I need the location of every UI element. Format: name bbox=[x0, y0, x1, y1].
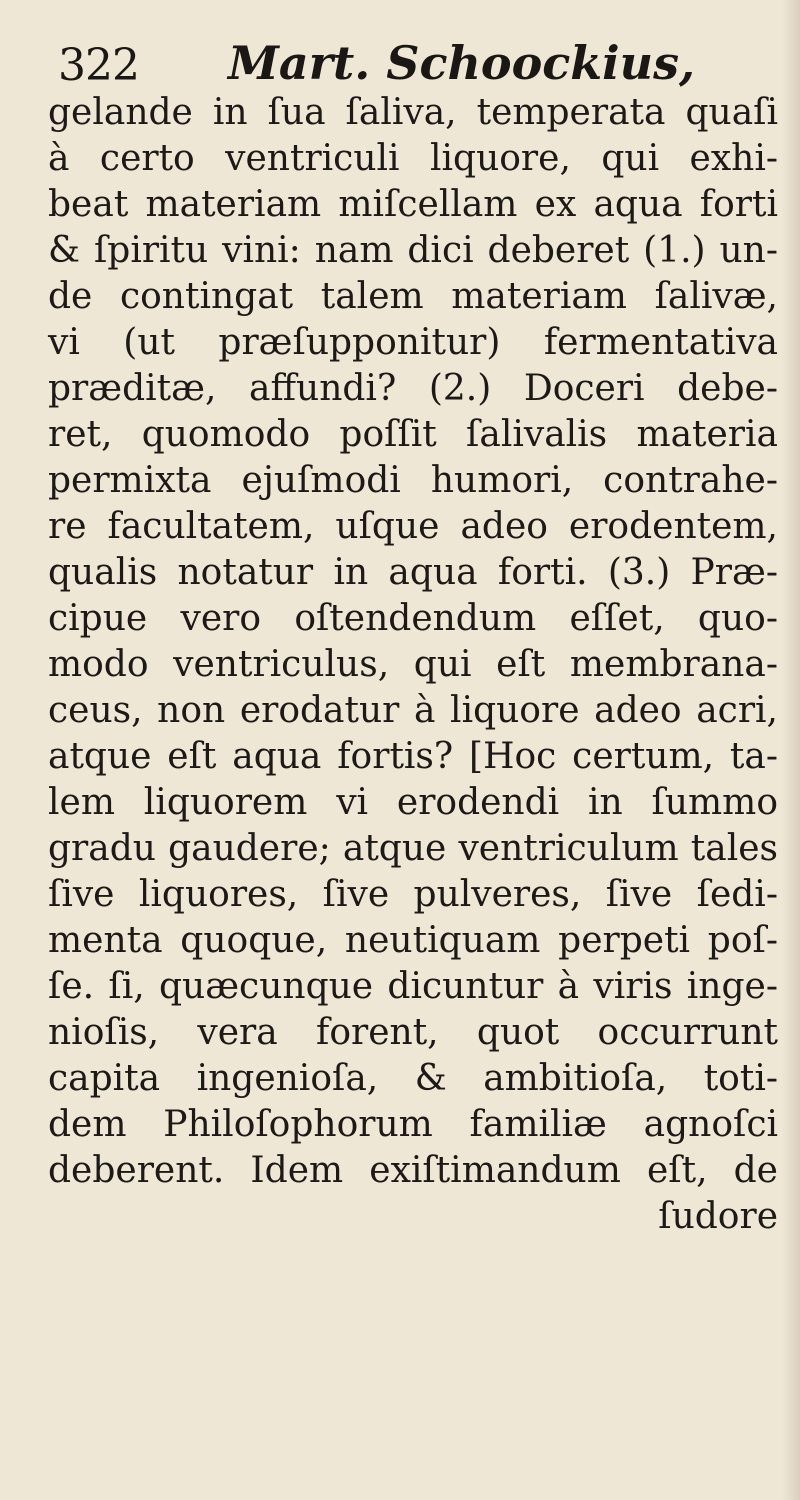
text-line: lem liquorem vi erodendi in ſummo bbox=[48, 782, 778, 823]
text-line: de contingat talem materiam ſalivæ, bbox=[48, 276, 778, 317]
catchword: ſudore bbox=[658, 1196, 778, 1237]
text-line: cipue vero oſtendendum eſſet, quo- bbox=[48, 598, 778, 639]
text-line: menta quoque, neutiquam perpeti poſ- bbox=[48, 920, 778, 961]
text-line: qualis notatur in aqua forti. (3.) Præ- bbox=[48, 552, 778, 593]
text-line: atque eſt aqua fortis? [Hoc certum, ta- bbox=[48, 736, 778, 777]
text-line: beat materiam miſcellam ex aqua forti bbox=[48, 184, 778, 225]
text-line: ſe. ſi, quæcunque dicuntur à viris inge- bbox=[48, 966, 778, 1007]
page-number: 322 bbox=[58, 40, 139, 91]
text-line: deberent. Idem exiſtimandum eſt, de bbox=[48, 1150, 778, 1191]
text-line: capita ingenioſa, & ambitioſa, toti- bbox=[48, 1058, 778, 1099]
text-line: à certo ventriculi liquore, qui exhi- bbox=[48, 138, 778, 179]
text-line: vi (ut præſupponitur) fermentativa bbox=[48, 322, 778, 363]
text-line: re facultatem, uſque adeo erodentem, bbox=[48, 506, 778, 547]
running-head: Mart. Schoockius, bbox=[228, 36, 695, 90]
text-line: permixta ejuſmodi humori, contrahe- bbox=[48, 460, 778, 501]
text-line: præditæ, affundi? (2.) Doceri debe- bbox=[48, 368, 778, 409]
text-line: ceus, non erodatur à liquore adeo acri, bbox=[48, 690, 778, 731]
text-line: gelande in ſua ſaliva, temperata quaſi bbox=[48, 92, 778, 133]
text-line: ſive liquores, ſive pulveres, ſive ſedi- bbox=[48, 874, 778, 915]
page-header bbox=[48, 28, 748, 98]
text-line: & ſpiritu vini: nam dici deberet (1.) un- bbox=[48, 230, 778, 271]
text-line: ret, quomodo poſſit ſalivalis materia bbox=[48, 414, 778, 455]
text-line: dem Philoſophorum familiæ agnoſci bbox=[48, 1104, 778, 1145]
page-edge-shadow bbox=[782, 0, 800, 1500]
text-line: nioſis, vera forent, quot occurrunt bbox=[48, 1012, 778, 1053]
text-line: modo ventriculus, qui eſt membrana- bbox=[48, 644, 778, 685]
body-text bbox=[48, 90, 778, 1240]
text-line: gradu gaudere; atque ventriculum tales bbox=[48, 828, 778, 869]
